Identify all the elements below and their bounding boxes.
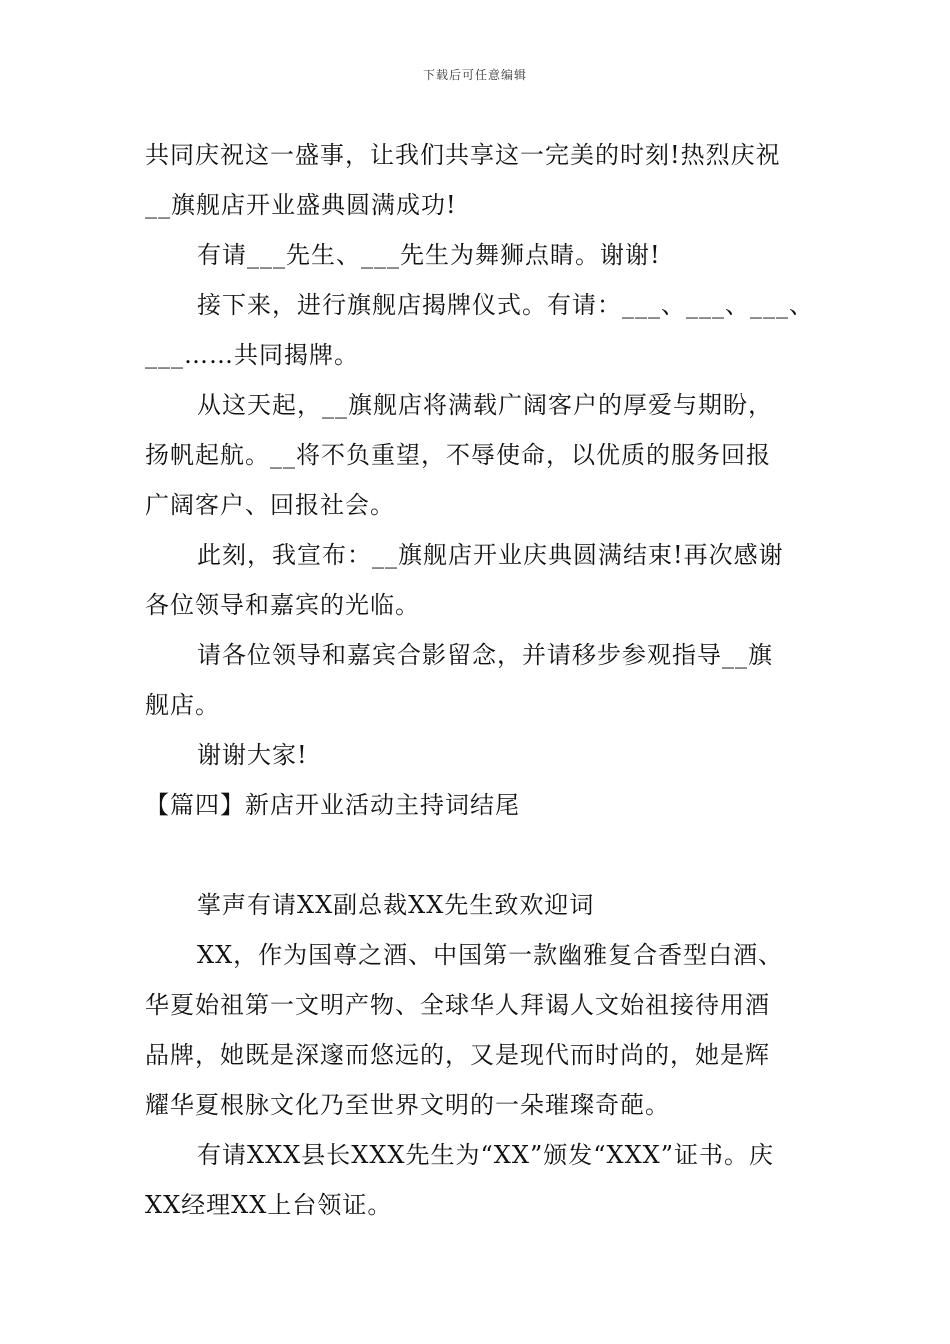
paragraph-line: 品牌，她既是深邃而悠远的，又是现代而时尚的，她是辉: [145, 1041, 770, 1069]
paragraph-line: 广阔客户、回报社会。: [145, 491, 395, 519]
paragraph-line: 有请___先生、___先生为舞狮点睛。谢谢!: [197, 241, 661, 269]
paragraph-line: 掌声有请XX副总裁XX先生致欢迎词: [197, 891, 595, 919]
paragraph-line: __旗舰店开业盛典圆满成功!: [145, 191, 457, 219]
document-body: [145, 130, 814, 1230]
paragraph-line: XX，作为国尊之酒、中国第一款幽雅复合香型白酒、: [197, 941, 784, 969]
paragraph-line: 谢谢大家!: [197, 741, 308, 769]
paragraph-line: 接下来，进行旗舰店揭牌仪式。有请：___、___、___、: [197, 291, 814, 319]
paragraph-line: 扬帆起航。__将不负重望，不辱使命，以优质的服务回报: [145, 441, 771, 469]
paragraph-line: 有请XXX县长XXX先生为“XX”颁发“XXX”证书。庆: [197, 1141, 775, 1169]
paragraph-line: 从这天起，__旗舰店将满载广阔客户的厚爱与期盼，: [197, 391, 773, 419]
paragraph-line: 华夏始祖第一文明产物、全球华人拜谒人文始祖接待用酒: [145, 991, 770, 1019]
paragraph-line: 耀华夏根脉文化乃至世界文明的一朵璀璨奇葩。: [145, 1091, 670, 1119]
paragraph-line: 舰店。: [145, 691, 220, 719]
paragraph-line: ___……共同揭牌。: [145, 341, 359, 369]
paragraph-line: 此刻，我宣布：__旗舰店开业庆典圆满结束!再次感谢: [197, 541, 784, 569]
paragraph-line: 共同庆祝这一盛事，让我们共享这一完美的时刻!热烈庆祝: [145, 141, 781, 169]
paragraph-line: 各位领导和嘉宾的光临。: [145, 591, 420, 619]
blank-line: [145, 830, 810, 880]
paragraph-line: 请各位领导和嘉宾合影留念，并请移步参观指导__旗: [197, 641, 773, 669]
paragraph-line: XX经理XX上台领证。: [145, 1191, 393, 1219]
section-heading: 【篇四】新店开业活动主持词结尾: [145, 791, 520, 819]
page-header: 下载后可任意编辑: [422, 68, 527, 82]
